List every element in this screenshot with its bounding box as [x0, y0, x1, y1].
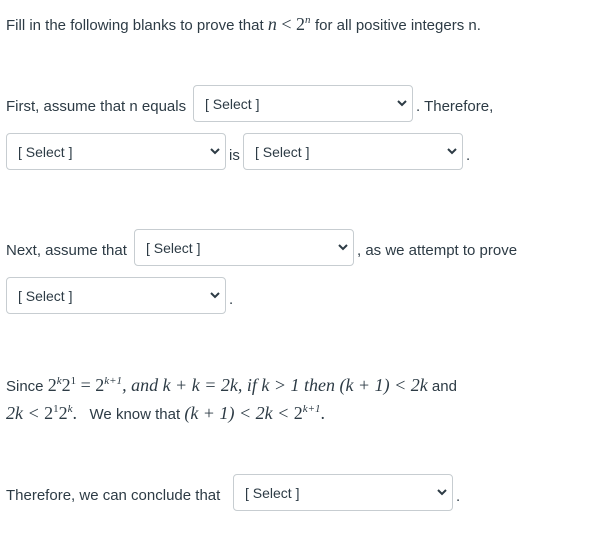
we-know-text: We know that — [89, 406, 181, 423]
prompt-math: n < 2$^n$ — [267, 14, 311, 34]
since-math: $2^k2^1 = 2^{k+1}$, and k + k = 2k, if k > 1 then (k + 1) < 2k — [47, 375, 428, 395]
hypothesis-label: Next, assume that — [6, 242, 127, 259]
and-text: and — [431, 378, 457, 395]
period-text: . — [456, 488, 461, 505]
chevron-down-icon — [392, 100, 412, 107]
inequality-math: $2k < 2^12^k$. — [6, 403, 78, 423]
chevron-down-icon — [333, 244, 353, 251]
is-text: is — [229, 147, 240, 164]
prompt-tail: for all positive integers n. — [314, 17, 481, 34]
prompt-line — [6, 15, 481, 35]
therefore-text: . Therefore, — [416, 98, 494, 115]
base-lhs-select[interactable]: [ Select ] — [6, 133, 226, 170]
conclusion-label: Therefore, we can conclude that — [6, 487, 221, 504]
chevron-down-icon — [442, 148, 462, 155]
base-case-select[interactable]: [ Select ] — [193, 85, 413, 122]
goal-select[interactable]: [ Select ] — [6, 277, 226, 314]
period-text: . — [229, 291, 234, 308]
prompt-text: Fill in the following blanks to prove that — [6, 17, 264, 34]
chain-math: $(k + 1) < 2k < 2^{k+1}$. — [184, 403, 326, 423]
chevron-down-icon — [432, 489, 452, 496]
base-rhs-select[interactable]: [ Select ] — [243, 133, 463, 170]
conclusion-select[interactable]: [ Select ] — [233, 474, 453, 511]
period-text: . — [466, 147, 471, 164]
hypothesis-select[interactable]: [ Select ] — [134, 229, 354, 266]
chevron-down-icon — [205, 292, 225, 299]
we-know-line — [6, 404, 325, 424]
attempt-text: , as we attempt to prove — [357, 242, 518, 259]
base-case-label: First, assume that n equals — [6, 98, 187, 115]
since-line — [6, 376, 457, 396]
since-text: Since — [6, 378, 44, 395]
chevron-down-icon — [205, 148, 225, 155]
